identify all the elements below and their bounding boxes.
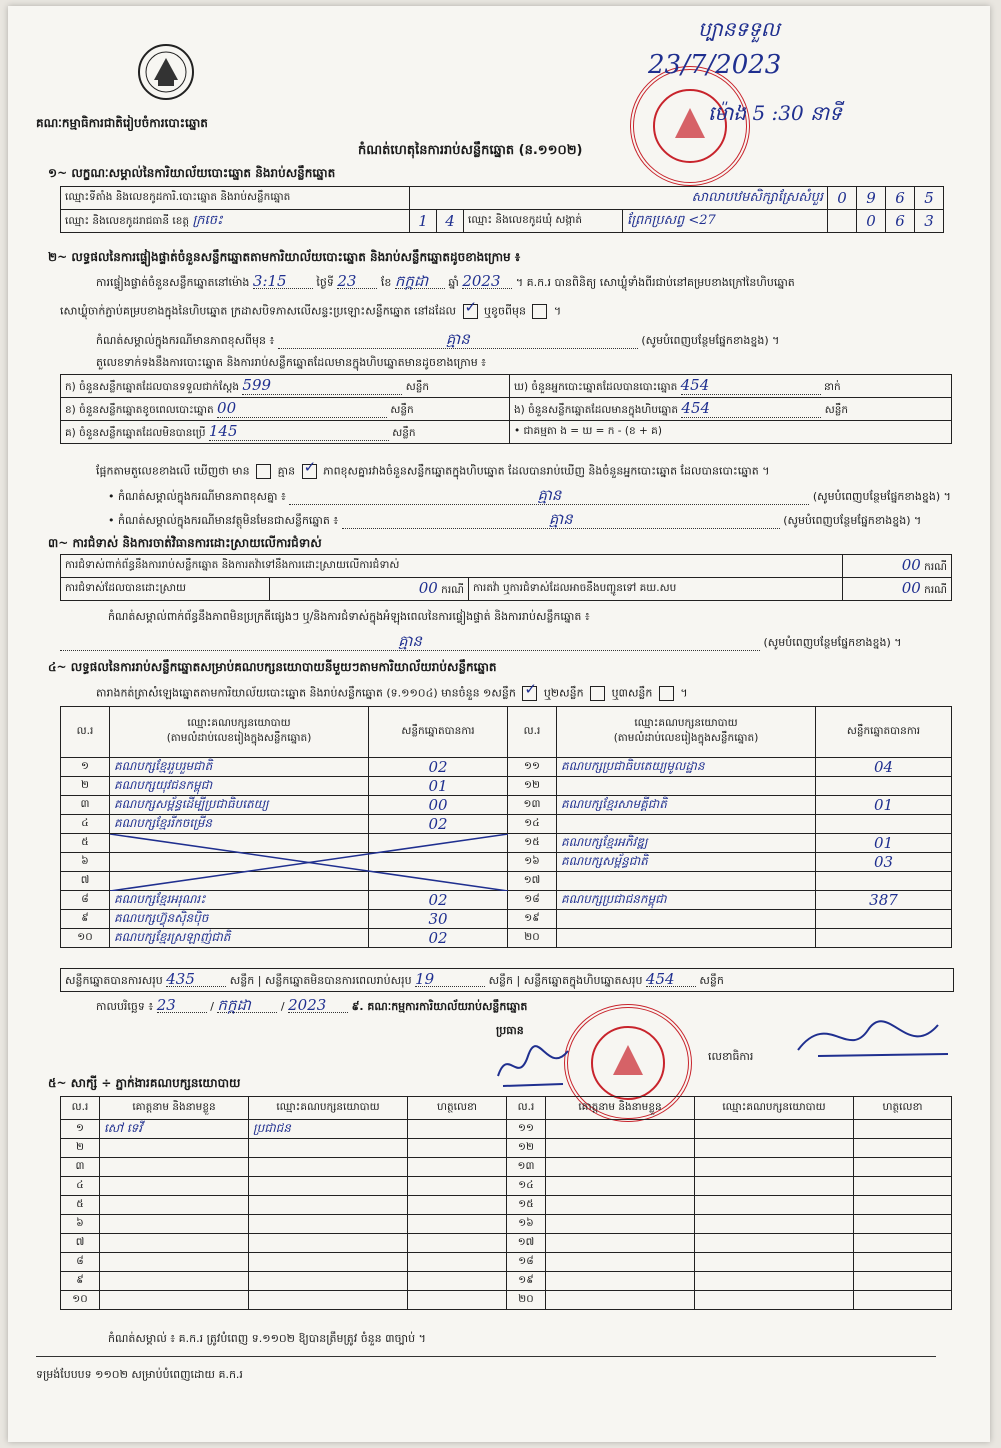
- witness-party: [249, 1158, 408, 1177]
- witness-name: [546, 1120, 695, 1139]
- witness-signature: [854, 1158, 952, 1177]
- row-number: ១៦: [508, 853, 557, 872]
- section4-heading: ៤~ លទ្ធផលនៃការរាប់សន្លឹកឆ្នោតសម្រាប់គណបក្សនយោបាយនីមួយៗតាមការិយាល័យរាប់សន្លឹកឆ្នោត: [48, 660, 497, 674]
- province-code-1: 1: [410, 210, 437, 233]
- witness-number: ១៣: [507, 1158, 546, 1177]
- witness-number: ១៧: [507, 1234, 546, 1253]
- witness-number: ៤: [61, 1177, 100, 1196]
- party-votes: [816, 872, 952, 891]
- three-sheets-checkbox[interactable]: [659, 686, 674, 701]
- row-number: ៣: [61, 796, 110, 815]
- footer-note: កំណត់សម្គាល់ ៖ គ.ក.រ ត្រូវបំពេញ ទ.១១០២ ឱ្យបានត្រឹមត្រូវ ចំនួន ៣ច្បាប់ ។: [108, 1332, 426, 1345]
- commune-code-3: 3: [915, 210, 944, 233]
- formula: • ជាគម្មតា ង = ឃ = ក - (ខ + គ): [510, 421, 952, 444]
- witness-name: [546, 1139, 695, 1158]
- witness-party: [695, 1291, 854, 1310]
- witness-name: [100, 1234, 249, 1253]
- witness-signature: [408, 1253, 507, 1272]
- commune-code-2: 6: [886, 210, 915, 233]
- witness-row: [61, 1272, 952, 1291]
- foreign-object-note-line: • កំណត់សម្គាល់ក្នុងករណីមានវត្ថុមិនមែនជាសន្លឹកឆ្នោត ៖ គ្មាន (សូមបំពេញបន្ថែមផ្នែកខាងខ្នង) ។: [108, 510, 922, 528]
- party-votes: 02: [369, 758, 508, 777]
- witness-row: [61, 1291, 952, 1310]
- nec-logo: [136, 42, 196, 104]
- result-row: [61, 929, 952, 948]
- col-party-right: ឈ្មោះគណបក្សនយោបាយ (តាមលំដាប់លេខរៀងក្នុងសន្លឹកឆ្នោត): [557, 707, 816, 758]
- col-party-left: ឈ្មោះគណបក្សនយោបាយ (តាមលំដាប់លេខរៀងក្នុងសន្លឹកឆ្នោត): [110, 707, 369, 758]
- party-name: គណបក្សខ្មែរសាមគ្គីជាតិ: [557, 796, 816, 815]
- witness-number: ១១: [507, 1120, 546, 1139]
- party-name: គណបក្សខ្មែរអភិវឌ្ឍ: [557, 834, 816, 853]
- witness-party: [695, 1196, 854, 1215]
- result-row: [61, 758, 952, 777]
- party-name: គណបក្សយុវជនកម្ពុជា: [110, 777, 369, 796]
- received-ballots-value: 599: [242, 376, 402, 395]
- witness-party: [695, 1272, 854, 1291]
- party-votes: 387: [816, 891, 952, 910]
- party-name: គណបក្សសម្ព័ន្ធដើម្បីប្រជាធិបតេយ្យ: [110, 796, 369, 815]
- row-number: ១៤: [508, 815, 557, 834]
- committee-name: គណៈកម្មាធិការជាតិរៀបចំការបោះឆ្នោត: [36, 116, 208, 130]
- witness-party: [695, 1253, 854, 1272]
- party-name: [557, 929, 816, 948]
- section1-heading: ១~ លក្ខណៈសម្គាល់នៃការិយាល័យបោះឆ្នោត និងរាប់សន្លឹកឆ្នោត: [48, 166, 336, 180]
- location-code-1: 0: [828, 187, 857, 210]
- ballot-count-report-page: [8, 6, 990, 1442]
- broken-checkbox[interactable]: [532, 304, 547, 319]
- witness-col-name: គោត្តនាម និងនាមខ្លួន: [100, 1097, 249, 1120]
- witness-col-no: ល.រ: [61, 1097, 100, 1120]
- figures-intro: តួលេខទាក់ទងនឹងការបោះឆ្នោត និងការរាប់សន្លឹកឆ្នោតដែលមានក្នុងហិបឆ្នោតមានដូចខាងក្រោម ៖: [96, 356, 487, 369]
- party-votes: 30: [369, 910, 508, 929]
- party-votes: [816, 815, 952, 834]
- one-sheet-checkbox[interactable]: [522, 686, 537, 701]
- chair-label: ប្រធាន: [496, 1024, 524, 1037]
- witness-signature: [408, 1139, 507, 1158]
- total-box-value: 454: [646, 972, 696, 987]
- row-number: ១៧: [508, 872, 557, 891]
- party-name: គណបក្សសម្ព័ន្ធជាតិ: [557, 853, 816, 872]
- witness-signature: [408, 1291, 507, 1310]
- witness-number: ៨: [61, 1253, 100, 1272]
- witness-number: ១២: [507, 1139, 546, 1158]
- witness-signature: [408, 1234, 507, 1253]
- location-code-3: 6: [886, 187, 915, 210]
- witness-row: [61, 1234, 952, 1253]
- objections-label: ការជំទាស់ពាក់ព័ន្ធនឹងការរាប់សន្លឹកឆ្នោត និងការតវ៉ាទៅនឹងការដោះស្រាយលើការជំទាស់: [61, 555, 843, 578]
- witness-party: [695, 1177, 854, 1196]
- witness-name: [100, 1177, 249, 1196]
- spoiled-ballots-value: 00: [217, 399, 387, 418]
- section2-heading: ២~ លទ្ធផលនៃការផ្ទៀងផ្ទាត់ចំនួនសន្លឹកឆ្នោតតាមការិយាល័យបោះឆ្នោត និងរាប់សន្លឹកឆ្នោតដូចខាងក្រោម ៖: [48, 250, 521, 264]
- received-note: ប្បាន​ទទួល: [698, 17, 780, 41]
- witness-number: ២០: [507, 1291, 546, 1310]
- location-code-4: 5: [915, 187, 944, 210]
- party-votes: 02: [369, 929, 508, 948]
- resolved-label: ការជំទាស់ដែលបានដោះស្រាយ: [61, 578, 270, 601]
- province-value: ក្រចេះ: [192, 212, 223, 228]
- witness-signature: [408, 1215, 507, 1234]
- witness-signature: [854, 1139, 952, 1158]
- province-label: ឈ្មោះ និងលេខកូដរាជធានី ខេត្ត ក្រចេះ: [61, 210, 410, 233]
- witness-name: [100, 1139, 249, 1158]
- witness-signature: [408, 1272, 507, 1291]
- box-ballots-value: 454: [681, 399, 821, 418]
- row-number: ១៣: [508, 796, 557, 815]
- witness-number: ១០: [61, 1291, 100, 1310]
- verify-time: 3:15: [253, 274, 313, 289]
- witness-row: [61, 1215, 952, 1234]
- witness-party: [249, 1139, 408, 1158]
- unused-ballots-value: 145: [209, 422, 389, 441]
- party-name: គណបក្សខ្មែរអរុណរះ: [110, 891, 369, 910]
- commune-label: ឈ្មោះ និងលេខកូដឃុំ សង្កាត់: [464, 210, 623, 233]
- witness-name: [546, 1234, 695, 1253]
- witness-signature: [408, 1120, 507, 1139]
- party-name: [557, 872, 816, 891]
- row-number: ១៨: [508, 891, 557, 910]
- witness-party: [249, 1215, 408, 1234]
- witness-number: ៦: [61, 1215, 100, 1234]
- party-votes: 03: [816, 853, 952, 872]
- party-name: គណបក្សខ្មែររួបរួមជាតិ: [110, 758, 369, 777]
- witness-name: [546, 1158, 695, 1177]
- witness-party: [249, 1234, 408, 1253]
- irregularity-note-line: គ្មាន (សូមបំពេញបន្ថែមផ្នែកខាងខ្នង) ។: [60, 634, 902, 651]
- witness-name: [100, 1253, 249, 1272]
- row-number: ៧: [61, 872, 110, 891]
- party-name: គណបក្សខ្មែរស្រឡាញ់ជាតិ: [110, 929, 369, 948]
- form-note: ទម្រង់បែបបទ ១១០២ សម្រាប់បំពេញដោយ គ.ក.រ: [36, 1368, 243, 1381]
- row-number: ៥: [61, 834, 110, 853]
- result-row: [61, 891, 952, 910]
- party-name: [557, 777, 816, 796]
- result-row: [61, 815, 952, 834]
- witness-name: [546, 1272, 695, 1291]
- foreign-object-note-value: គ្មាន: [548, 510, 573, 528]
- witness-name: [100, 1272, 249, 1291]
- row-number: ១: [61, 758, 110, 777]
- witness-number: ៩: [61, 1272, 100, 1291]
- row-number: ១៥: [508, 834, 557, 853]
- section1-table: [60, 186, 944, 233]
- witness-number: ១៩: [507, 1272, 546, 1291]
- discrepancy-line: ផ្អែកតាមតួលេខខាងលើ ឃើញថា មាន គ្មាន ✓ ភាពខុសគ្នារវាងចំនួនសន្លឹកឆ្នោតក្នុងហិបឆ្នោត ដែលបានរាប់ឃើញ និងចំនួនអ្នកបោះឆ្នោត ដែលបានបោះឆ្នោត ។: [96, 464, 769, 479]
- party-name: គណបក្សខ្មែររីកចម្រើន: [110, 815, 369, 834]
- result-row: [61, 796, 952, 815]
- result-row: [61, 777, 952, 796]
- has-discrepancy-checkbox[interactable]: [256, 464, 271, 479]
- verification-line-2: សោឃ្លុំចាក់ភ្ជាប់គម្របខាងក្នុងនៃហិបឆ្នោត ក្រដាសបិទភាសលើសន្ទះប្រឡោះសន្លឹកឆ្នោត នៅដដែល ✓ ឬខូចពីមុន ។: [60, 304, 561, 319]
- witness-row: [61, 1158, 952, 1177]
- witness-signature: [408, 1177, 507, 1196]
- received-date: 23/7/2023: [648, 50, 782, 80]
- witness-party: ប្រជាជន: [249, 1120, 408, 1139]
- tally-sheets-line: តារាងកត់ត្រាសំឡេងឆ្នោតតាមការិយាល័យបោះឆ្នោត និងរាប់សន្លឹកឆ្នោត (ទ.១១០៤) មានចំនួន ១សន្លឹក ✓ ឬ២សន្លឹក ឬ៣សន្លឹក ។: [96, 686, 688, 701]
- witness-name: [546, 1253, 695, 1272]
- witness-number: ១៤: [507, 1177, 546, 1196]
- witness-name: [546, 1215, 695, 1234]
- witness-name: [100, 1158, 249, 1177]
- col-no-left: ល.រ: [61, 707, 110, 758]
- discrepancy-note-value: គ្មាន: [537, 486, 562, 504]
- date-year: 2023: [288, 998, 348, 1013]
- witness-name: [546, 1196, 695, 1215]
- witness-col-no-2: ល.រ: [507, 1097, 546, 1120]
- witness-name: សៅ ទេវី: [100, 1120, 249, 1139]
- witness-signature: [854, 1120, 952, 1139]
- date-line: កាលបរិច្ឆេទ ៖ 23 / កក្កដា / 2023 ៩. គណៈកម្មការការិយាល័យរាប់សន្លឹកឆ្នោត: [96, 996, 528, 1014]
- witness-party: [249, 1196, 408, 1215]
- intact-checkbox[interactable]: [463, 304, 478, 319]
- result-row: [61, 910, 952, 929]
- witness-number: ២: [61, 1139, 100, 1158]
- witness-party: [695, 1158, 854, 1177]
- witness-col-sign-2: ហត្ថលេខា: [854, 1097, 952, 1120]
- location-value: សាលាបឋមសិក្សាស្រែសំបួរ: [410, 187, 828, 210]
- commune-code-1: 0: [857, 210, 886, 233]
- witness-party: [695, 1120, 854, 1139]
- irregularity-note-label: កំណត់សម្គាល់ពាក់ព័ន្ធនឹងភាពមិនប្រក្រតីផ្សេងៗ ឬ/និងការជំទាស់ក្នុងអំឡុងពេលនៃការផ្ទៀងផ្ទាត់ និងការរាប់សន្លឹកឆ្នោត ៖: [108, 610, 590, 623]
- witness-name: [100, 1291, 249, 1310]
- province-code-2: 4: [437, 210, 464, 233]
- total-invalid-value: 19: [415, 972, 485, 987]
- party-results-table: [60, 706, 952, 948]
- witness-number: ៧: [61, 1234, 100, 1253]
- witness-col-party: ឈ្មោះគណបក្សនយោបាយ: [249, 1097, 408, 1120]
- col-votes-right: សន្លឹកឆ្នោតបានការ: [816, 707, 952, 758]
- witness-name: [100, 1196, 249, 1215]
- verify-day: 23: [337, 274, 377, 289]
- party-name: គណបក្សប្រជាជនកម្ពុជា: [557, 891, 816, 910]
- row-number: ១១: [508, 758, 557, 777]
- forwarded-label: ការតវ៉ា ឬការជំទាស់ដែលអាចនឹងបញ្ជូនទៅ គឃ.សប: [469, 578, 843, 601]
- witness-row: [61, 1253, 952, 1272]
- secretary-label: លេខាធិការ: [708, 1050, 754, 1063]
- party-name: [557, 910, 816, 929]
- verify-month: កក្កដា: [395, 274, 445, 289]
- party-votes: 01: [816, 834, 952, 853]
- secretary-signature: [788, 1010, 968, 1070]
- report-title: កំណត់ហេតុនៃការរាប់សន្លឹកឆ្នោត (ន.១១០២): [358, 143, 583, 158]
- party-votes: 00: [369, 796, 508, 815]
- witness-party: [695, 1139, 854, 1158]
- date-month: កក្កដា: [217, 998, 277, 1013]
- witness-signature: [854, 1234, 952, 1253]
- witness-party: [695, 1234, 854, 1253]
- witness-col-name-2: គោត្តនាម និងនាមខ្លួន: [546, 1097, 695, 1120]
- row-number: ៤: [61, 815, 110, 834]
- stamp-emblem-icon: [588, 1023, 668, 1103]
- party-name: [557, 815, 816, 834]
- location-label: ឈ្មោះទីតាំង និងលេខកូដការិ.បោះឆ្នោត និងរាប់សន្លឹកឆ្នោត: [61, 187, 410, 210]
- col-votes-left: សន្លឹកឆ្នោតបានការ: [369, 707, 508, 758]
- row-number: ២០: [508, 929, 557, 948]
- witness-name: [100, 1215, 249, 1234]
- witness-signature: [854, 1272, 952, 1291]
- witness-row: [61, 1139, 952, 1158]
- row-number: ៩: [61, 910, 110, 929]
- witness-number: ១៨: [507, 1253, 546, 1272]
- total-valid-value: 435: [166, 972, 226, 987]
- witness-number: ៣: [61, 1158, 100, 1177]
- date-day: 23: [157, 998, 207, 1013]
- section5-heading: ៥~ សាក្សី ÷ ភ្នាក់ងារគណបក្សនយោបាយ: [48, 1076, 241, 1090]
- discrepancy-note-line: • កំណត់សម្គាល់ក្នុងករណីមានភាពខុសគ្នា ៖ គ្មាន (សូមបំពេញបន្ថែមផ្នែកខាងខ្នង) ។: [108, 486, 951, 504]
- witness-name: [546, 1291, 695, 1310]
- witness-party: [249, 1253, 408, 1272]
- witness-number: ១៥: [507, 1196, 546, 1215]
- witness-col-sign: ហត្ថលេខា: [408, 1097, 507, 1120]
- witness-number: ៥: [61, 1196, 100, 1215]
- witness-party: [249, 1272, 408, 1291]
- witness-row: [61, 1120, 952, 1139]
- witness-name: [546, 1177, 695, 1196]
- no-discrepancy-checkbox[interactable]: [302, 464, 317, 479]
- chair-signature: [488, 1036, 578, 1096]
- party-votes: [816, 929, 952, 948]
- row-number: ១០: [61, 929, 110, 948]
- party-votes: 02: [369, 815, 508, 834]
- row-number: ៨: [61, 891, 110, 910]
- party-votes: 04: [816, 758, 952, 777]
- witness-signature: [408, 1196, 507, 1215]
- objections-table: ការជំទាស់ពាក់ព័ន្ធនឹងការរាប់សន្លឹកឆ្នោត និងការតវ៉ាទៅនឹងការដោះស្រាយលើការជំទាស់ 00 ករណី ការជំទាស់ដែលបានដោះស្រាយ 00 ករណី ការតវ៉ា ឬការជំទាស់ដែលអាចនឹងបញ្ជូនទៅ គឃ.សប 00 ករណី: [60, 554, 952, 601]
- witness-row: [61, 1177, 952, 1196]
- party-votes: [816, 910, 952, 929]
- witness-col-party-2: ឈ្មោះគណបក្សនយោបាយ: [695, 1097, 854, 1120]
- irregularity-note-value: គ្មាន: [398, 632, 422, 650]
- witness-signature: [408, 1158, 507, 1177]
- party-name: គណបក្សហ៊្វុនស៊ិនប៉ិច: [110, 910, 369, 929]
- difference-note-line: កំណត់សម្គាល់ក្នុងករណីមានភាពខុសពីមុន ៖ គ្មាន (សូមបំពេញបន្ថែមផ្នែកខាងខ្នង) ។: [96, 330, 780, 348]
- row-number: ១៩: [508, 910, 557, 929]
- location-code-2: 9: [857, 187, 886, 210]
- row-number: ១២: [508, 777, 557, 796]
- row-number: ២: [61, 777, 110, 796]
- verify-year: 2023: [462, 274, 512, 289]
- crossed-out-rows: [110, 834, 508, 891]
- witness-row: [61, 1196, 952, 1215]
- difference-note-value: គ្មាន: [445, 330, 470, 348]
- verification-line-1: ការផ្ទៀងផ្ទាត់ចំនួនសន្លឹកឆ្នោតនៅម៉ោង 3:15 ថ្ងៃទី 23 ខែ កក្កដា ឆ្នាំ 2023 ។ គ.ក.រ បានពិនិត្យ សោឃ្លុំទាំងពីរជាប់នៅគម្របខាងក្រៅនៃហិបឆ្នោត: [96, 272, 795, 290]
- witness-signature: [854, 1291, 952, 1310]
- commune-value: ព្រែកប្រសព្វ <27: [623, 210, 828, 233]
- witness-signature: [854, 1253, 952, 1272]
- witness-signature: [854, 1215, 952, 1234]
- witness-party: [695, 1215, 854, 1234]
- forwarded-value: 00: [901, 579, 921, 597]
- two-sheets-checkbox[interactable]: [590, 686, 605, 701]
- party-name: គណបក្សប្រជាធិបតេយ្យមូលដ្ឋាន: [557, 758, 816, 777]
- row-number: ៦: [61, 853, 110, 872]
- section3-heading: ៣~ ការជំទាស់ និងការចាត់វិធានការដោះស្រាយលើការជំទាស់: [48, 536, 322, 550]
- col-no-right: ល.រ: [508, 707, 557, 758]
- witness-signature: [854, 1196, 952, 1215]
- party-votes: 01: [816, 796, 952, 815]
- witness-signature: [854, 1177, 952, 1196]
- footer-divider: [36, 1356, 936, 1357]
- nec-emblem-icon: [136, 42, 196, 104]
- witness-number: ១៦: [507, 1215, 546, 1234]
- voters-value: 454: [681, 376, 821, 395]
- received-time: ម៉ោង 5 :30 នាទី: [708, 101, 842, 125]
- resolved-value: 00: [418, 579, 438, 597]
- party-votes: 01: [369, 777, 508, 796]
- party-votes: [816, 777, 952, 796]
- party-votes: 02: [369, 891, 508, 910]
- figures-table: ក) ចំនួនសន្លឹកឆ្នោតដែលបានទទួលជាក់ស្តែង 599 សន្លឹក ឃ) ចំនួនអ្នកបោះឆ្នោតដែលបានបោះឆ្នោត 454 នាក់ ខ) ចំនួនសន្លឹកឆ្នោតខូចពេលបោះឆ្នោត 00 សន្លឹក ង) ចំនួនសន្លឹកឆ្នោតដែលមានក្នុងហិបឆ្នោត 454 សន្លឹក គ) ចំនួនសន្លឹកឆ្នោតដែលមិនបានប្រើ 145 សន្លឹក • ជាគម្មតា ង = ឃ = ក - (ខ + គ): [60, 374, 952, 444]
- witness-table: [60, 1096, 952, 1310]
- totals-line: សន្លឹកឆ្នោតបានការសរុប 435 សន្លឹក | សន្លឹកឆ្នោតមិនបានការពេលរាប់សរុប 19 សន្លឹក | សន្លឹកឆ្នោតក្នុងហិបឆ្នោតសរុប 454 សន្លឹក: [60, 968, 954, 992]
- witness-number: ១: [61, 1120, 100, 1139]
- witness-party: [249, 1177, 408, 1196]
- objections-value: 00: [901, 556, 921, 574]
- witness-party: [249, 1291, 408, 1310]
